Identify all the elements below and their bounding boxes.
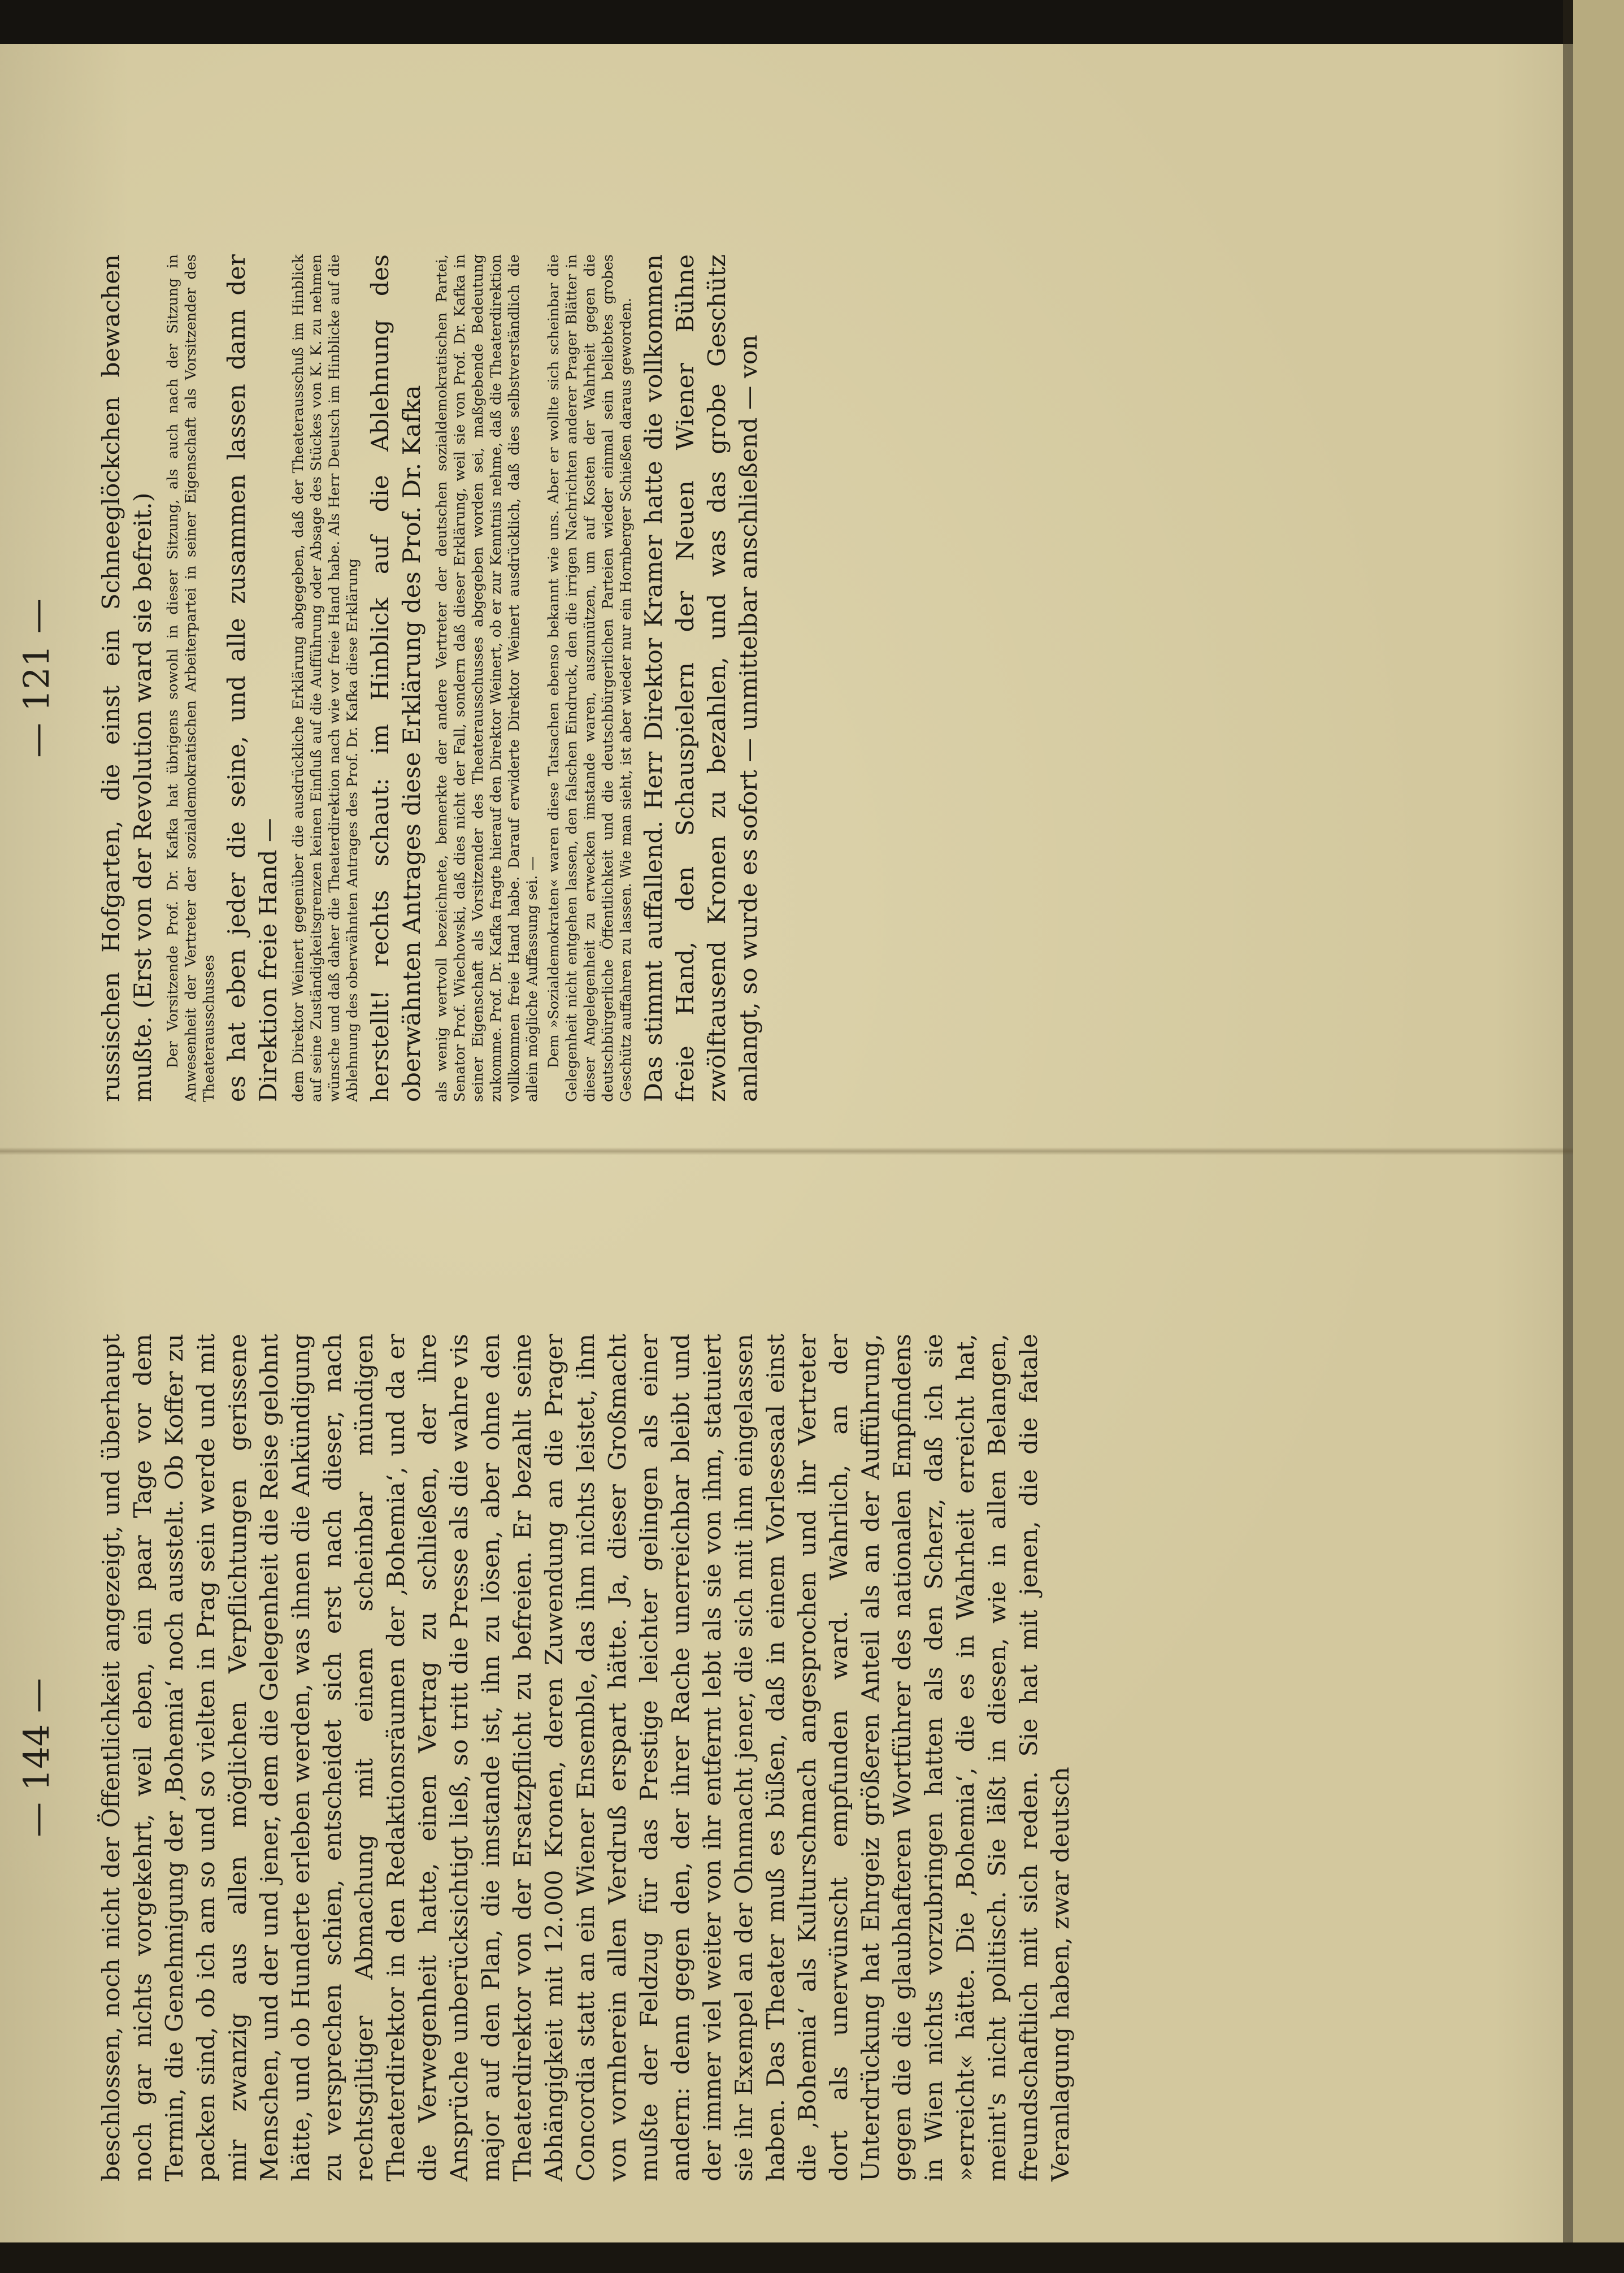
quoted-paragraph: Dem »Sozialdemokraten« waren diese Tatsachen ebenso bekannt wie uns. Aber er wollte sich scheinbar die Gelegenheit nicht entgehen lassen, den falschen Eindruck, den die irrigen Nachrichten anderer Prager Blätter in dieser Angelegenheit zu erwecken imstande waren, auszunützen, um auf Kosten der Wahrheit gegen die deutschbürgerliche Öffentlichkeit und die deutschbürgerlichen Parteien wieder einmal sein beliebtes grobes Geschütz auffahren zu lassen. Wie man sieht, ist aber wieder nur ein Hornberger Schießen daraus geworden. bbox=[545, 254, 635, 1102]
body-paragraph: beschlossen, noch nicht der Öffentlichkeit angezeigt, und überhaupt noch gar nichts vorgekehrt, weil eben, ein paar Tage vor dem Termin, die Genehmigung der ‚Bohemia‘ noch ausstelt. Ob Koffer zu packen sind, ob ich am so und so vielten in Prag sein werde und mit mir zwanzig aus allen möglichen Verpflichtungen gerissene Menschen, und der und jener, dem die Gelegenheit die Reise gelohnt hätte, und ob Hunderte erleben werden, was ihnen die Ankündigung zu versprechen schien, entscheidet sich erst nach dieser, nach rechtsgiltiger Abmachung mit einem scheinbar mündigen Theaterdirektor in den Redaktionsräumen der ‚Bohemia‘, und da er die Verwegenheit hatte, einen Vertrag zu schließen, der ihre Ansprüche unberücksichtigt ließ, so tritt die Presse als die wahre vis major auf den Plan, die imstande ist, ihn zu lösen, aber ohne den Theaterdirektor von der Ersatzpflicht zu befreien. Er bezahlt seine Abhängigkeit mit 12.000 Kronen, deren Zuwendung an die Prager Concordia statt an ein Wiener Ensemble, das ihm nichts leistet, ihm von vornherein allen Verdruß erspart hätte. Ja, dieser Großmacht mußte der Feldzug für das Prestige leichter gelingen als einer andern: denn gegen den, der ihrer Rache unerreichbar bleibt und der immer viel weiter von ihr entfernt lebt als sie von ihm, statuiert sie ihr Exempel an der Ohnmacht jener, die sich mit ihm eingelassen haben. Das Theater muß es büßen, daß in einem Vorlesesaal einst die ‚Bohemia‘ als Kulturschmach angesprochen und ihr Vertreter dort als unerwünscht empfunden ward. Wahrlich, an der Unterdrückung hat Ehrgeiz größeren Anteil als an der Aufführung, gegen die die glaubhafteren Wortführer des nationalen Empfindens in Wien nichts vorzubringen hatten als den Scherz, daß ich sie »erreicht« hätte. Die ‚Bohemia‘, die es in Wahrheit erreicht hat, meint's nicht politisch. Sie läßt in diesen, wie in allen Belangen, freundschaftlich mit sich reden. Sie hat mit jenen, die die fatale Veranlagung haben, zwar deutsch bbox=[98, 1334, 1075, 2181]
scan-border-top bbox=[0, 0, 1624, 44]
quoted-paragraph: dem Direktor Weinert gegenüber die ausdrückliche Erklärung abgegeben, daß der Theaterausschuß im Hinblick auf seine Zuständigkeitsgrenzen keinen Einfluß auf die Aufführung oder Absage des Stückes von K. K. zu nehmen wünsche und daß daher die Theaterdirektion nach wie vor freie Hand habe. Als Herr Deutsch im Hinblicke auf die Ablehnung des oberwähnten Antrages des Prof. Dr. Kafka diese Erklärung bbox=[290, 254, 361, 1102]
body-paragraph: russischen Hofgarten, die einst ein Schneeglöckchen bewachen mußte. (Erst von der Revolution ward sie befreit.) bbox=[98, 254, 157, 1102]
page-144 bbox=[0, 1266, 1334, 2249]
quoted-paragraph: Der Vorsitzende Prof. Dr. Kafka hat übrigens sowohl in dieser Sitzung, als auch nach der Sitzung in Anwesenheit der Vertreter der sozialdemokratischen Arbeiterpartei in seiner Eigenschaft als Vorsitzender des Theaterausschusses bbox=[164, 254, 218, 1102]
commentary-paragraph: Das stimmt auffallend. Herr Direktor Kramer hatte die vollkommen freie Hand, den Schauspielern der Neuen Wiener Bühne zwölftausend Kronen zu bezahlen, und was das grobe Geschütz anlangt, so wurde es sofort — unmittelbar anschließend — von bbox=[640, 254, 763, 1102]
page-body bbox=[96, 254, 770, 1102]
commentary-paragraph: herstellt! rechts schaut: im Hinblick auf die Ablehnung des oberwähnten Antrages diese Erklärung des Prof. Dr. Kafka bbox=[367, 254, 426, 1102]
scan-border-right bbox=[1573, 0, 1624, 2273]
page-number: — 144 — bbox=[16, 1678, 57, 1837]
quoted-paragraph: als wenig wertvoll bezeichnete, bemerkte der andere Vertreter der deutschen sozialdemokratischen Partei, Senator Prof. Wiechowski, daß dies nicht der Fall, sondern daß dieser Erklärung, weil sie von Prof. Dr. Kafka in seiner Eigenschaft als Vorsitzender des Theaterausschusses abgegeben worden sei, maßgebende Bedeutung zukomme. Prof. Dr. Kafka fragte hierauf den Direktor Weinert, ob er zur Kenntnis nehme, daß die Theaterdirektion vollkommen freie Hand habe. Darauf erwiderte Direktor Weinert ausdrücklich, daß dies selbstverständlich die allein mögliche Auffassung sei. — bbox=[433, 254, 541, 1102]
page-body bbox=[96, 1334, 1082, 2181]
commentary-paragraph: es hat eben jeder die seine, und alle zusammen lassen dann der Direktion freie Hand — bbox=[223, 254, 283, 1102]
page-121 bbox=[0, 186, 1334, 1170]
page-number: — 121 — bbox=[16, 598, 57, 758]
binding-shadow bbox=[1563, 0, 1573, 2273]
